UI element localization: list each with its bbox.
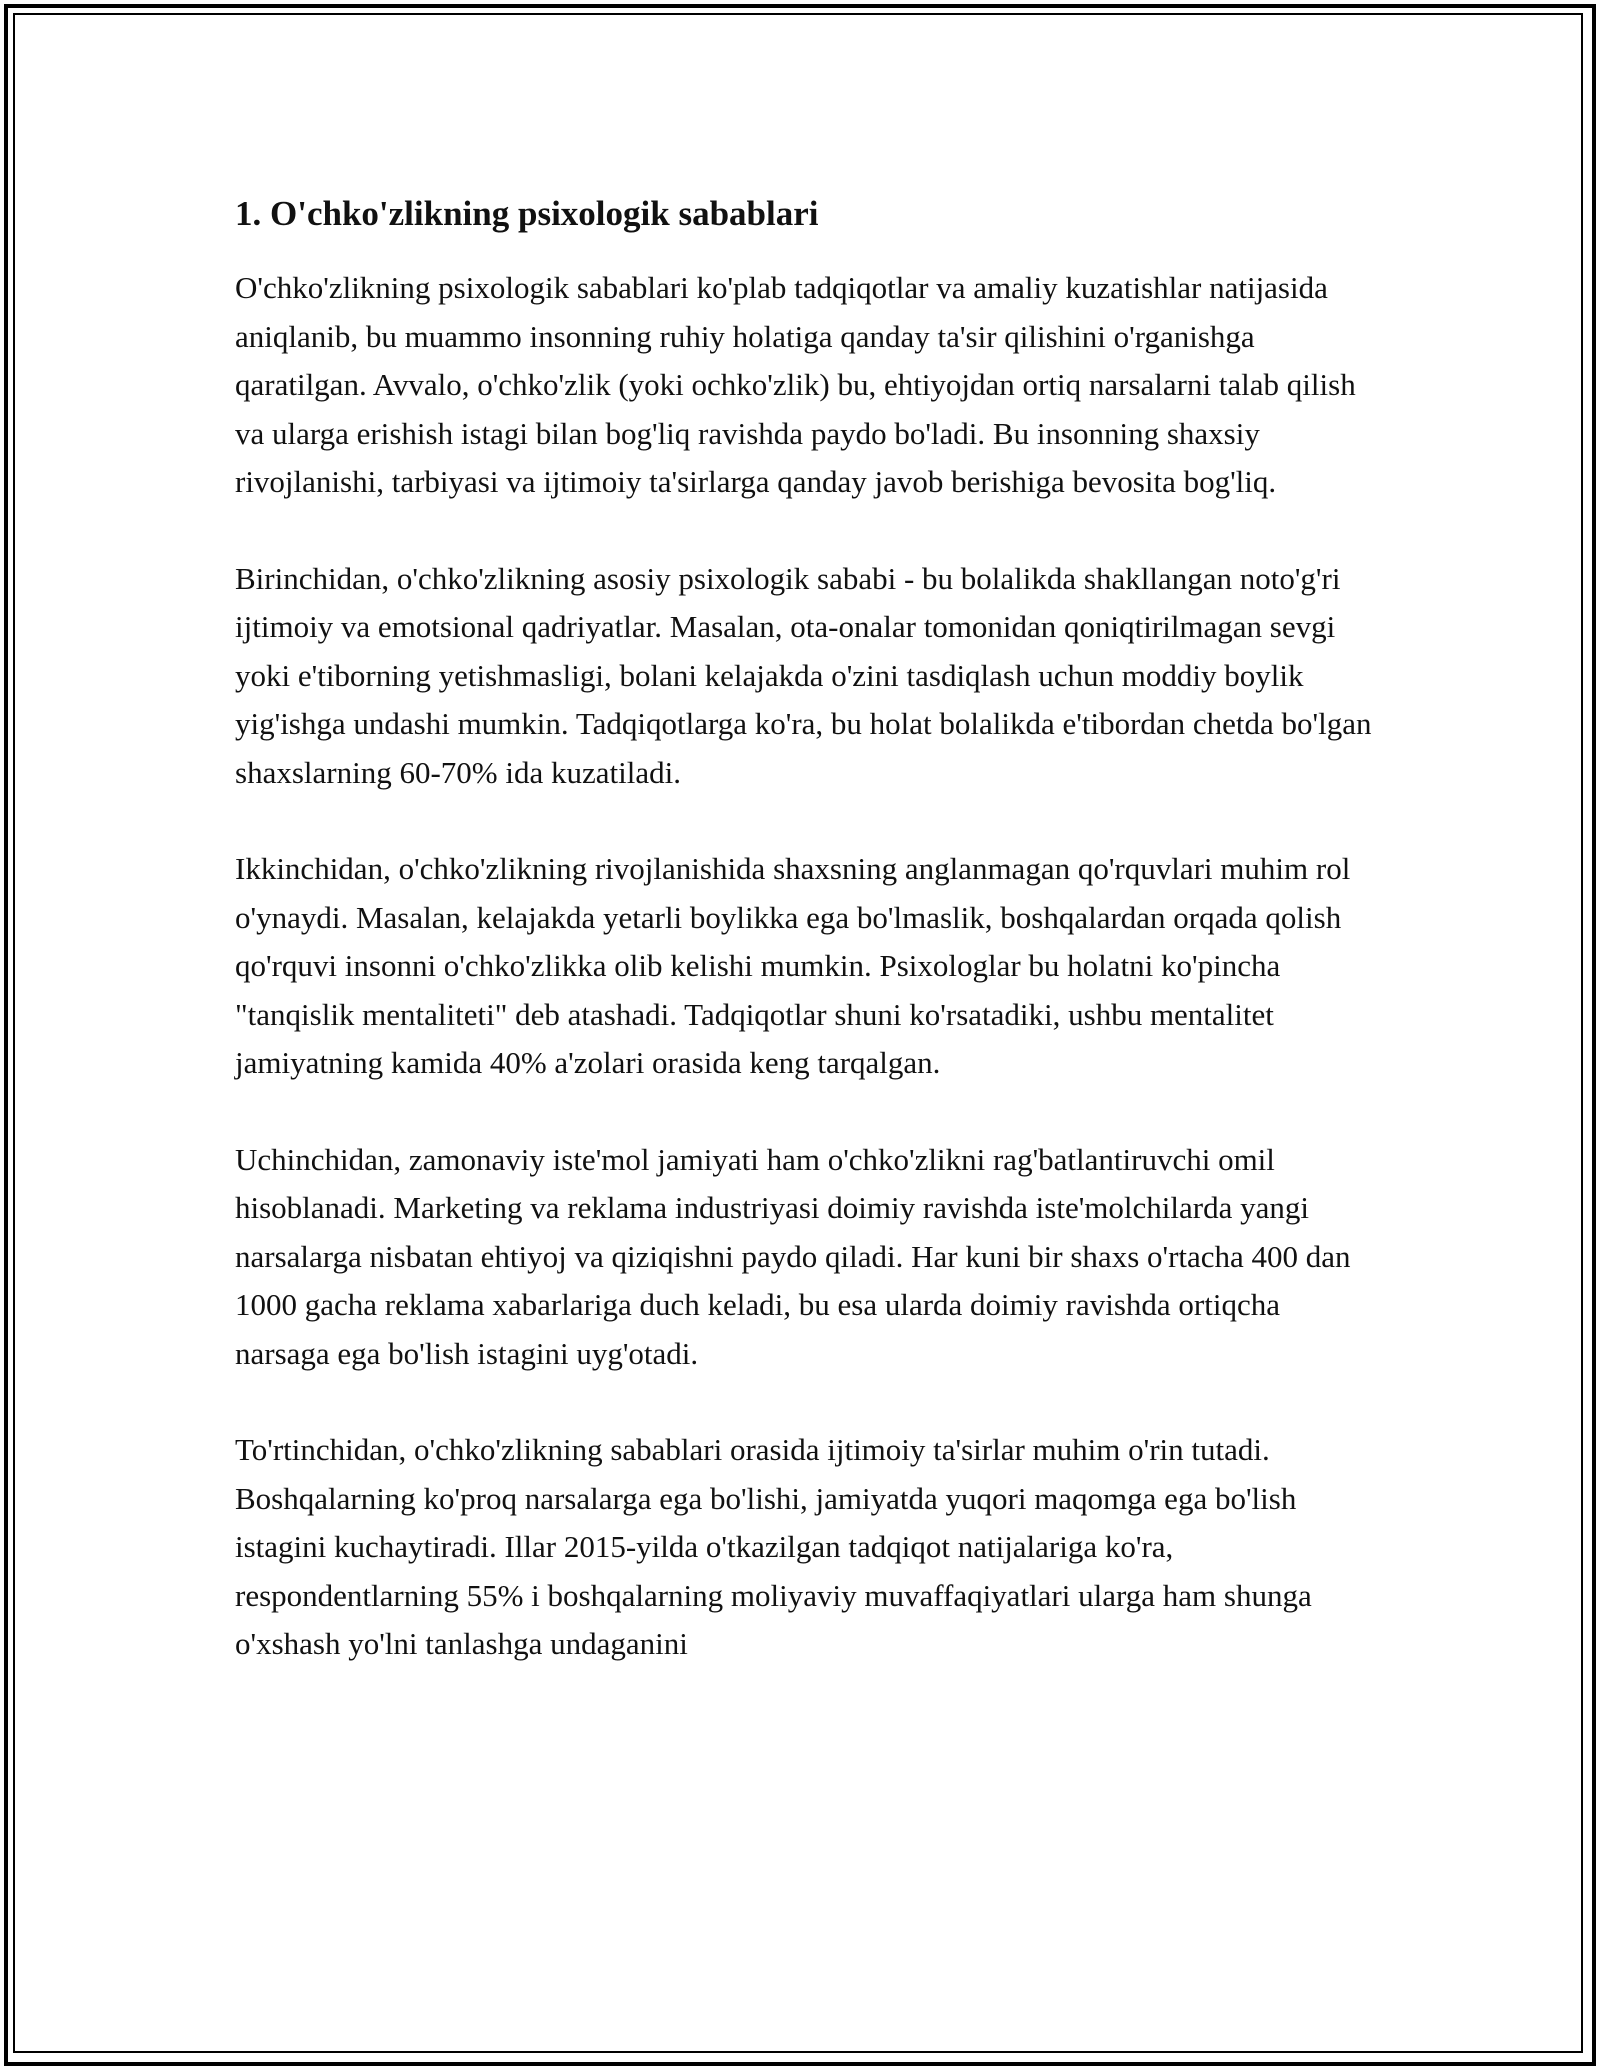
paragraph-second-cause: Ikkinchidan, o'chko'zlikning rivojlanishida shaxsning anglanmagan qo'rquvlari muhim rol o'ynaydi. Masalan, kelajakda yetarli boylikka ega bo'lmaslik, boshqalardan orqada qolish qo'rquvi insonni o'chko'zlikka olib kelishi mumkin. Psixologlar bu holatni ko'pincha "tanqislik mentaliteti" deb atashadi. Tadqiqotlar shuni ko'rsatadiki, ushbu mentalitet jamiyatning kamida 40% a'zolari orasida keng tarqalgan.: [235, 851, 1351, 1080]
section-heading: 1. O'chko'zlikning psixologik sabablari: [235, 194, 819, 233]
paragraph-first-cause: Birinchidan, o'chko'zlikning asosiy psixologik sababi - bu bolalikda shakllangan noto'g'ri ijtimoiy va emotsional qadriyatlar. Masalan, ota-onalar tomonidan qoniqtirilmagan sevgi yoki e'tiborning yetishmasligi, bolani kelajakda o'zini tasdiqlash uchun moddiy boylik yig'ishga undashi mumkin. Tadqiqotlarga ko'ra, bu holat bolalikda e'tibordan chetda bo'lgan shaxslarning 60-70% ida kuzatiladi.: [235, 560, 1372, 790]
paragraph-third-cause: Uchinchidan, zamonaviy iste'mol jamiyati ham o'chko'zlikni rag'batlantiruvchi omil hisoblanadi. Marketing va reklama industriyasi doimiy ravishda iste'molchilarda yangi narsalarga nisbatan ehtiyoj va qiziqishni paydo qiladi. Har kuni bir shaxs o'rtacha 400 dan 1000 gacha reklama xabarlariga duch keladi, bu esa ularda doimiy ravishda ortiqcha narsaga ega bo'lish istagini uyg'otadi.: [235, 1141, 1351, 1371]
document-body: [235, 186, 1375, 1717]
paragraph-fourth-cause: To'rtinchidan, o'chko'zlikning sabablari orasida ijtimoiy ta'sirlar muhim o'rin tutadi. Boshqalarning ko'proq narsalarga ega bo'lishi, jamiyatda yuqori maqomga ega bo'lish istagini kuchaytiradi. Illar 2015-yilda o'tkazilgan tadqiqot natijalariga ko'ra, respondentlarning 55% i boshqalarning moliyaviy muvaffaqiyatlari ularga ham shunga o'xshash yo'lni tanlashga undaganini: [235, 1432, 1312, 1661]
paragraph-intro: O'chko'zlikning psixologik sabablari ko'plab tadqiqotlar va amaliy kuzatishlar natijasida aniqlanib, bu muammo insonning ruhiy holatiga qanday ta'sir qilishini o'rganishga qaratilgan. Avvalo, o'chko'zlik (yoki ochko'zlik) bu, ehtiyojdan ortiq narsalarni talab qilish va ularga erishish istagi bilan bog'liq ravishda paydo bo'ladi. Bu insonning shaxsiy rivojlanishi, tarbiyasi va ijtimoiy ta'sirlarga qanday javob berishiga bevosita bog'liq.: [235, 270, 1356, 499]
